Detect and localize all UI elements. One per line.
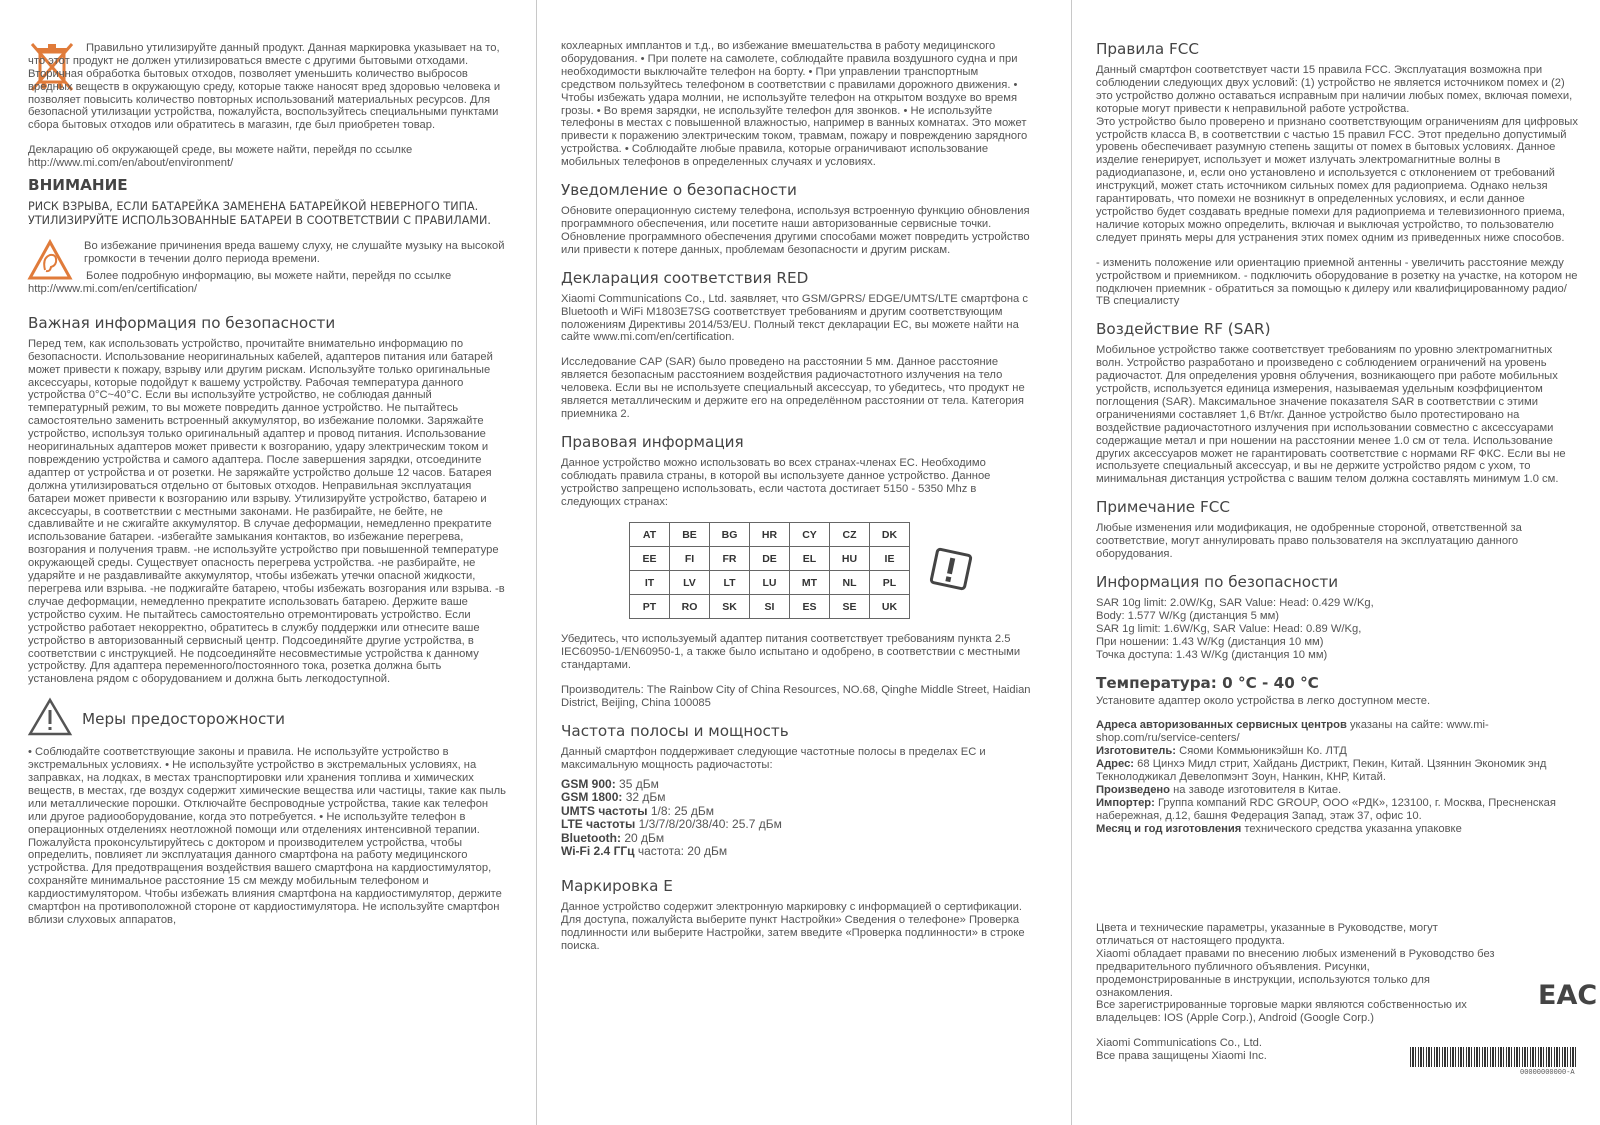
fcc-text-2: Это устройство было проверено и признано соответствующим ограничениям для цифровых устройств класса B, в соответствии с частью 15 правил FCC. Этот предельно допустимый уровень обеспечивает разумную степень защиты от помех в бытовых условиях. Данное изделие генерирует, использует и может излучать электромагнитные волны в радиодиапазоне, и, если оно установлено и используется с отклонением от требований инструкций, может стать источником сильных помех для радиоприема. Однако нельзя гарантировать, что помехи не возникнут в определенных условиях, и если данное устройство будет создавать вредные помехи для радиоприема и телевизионного приема, наличие которых можно определить, включая и выключая устройство, то пользователю следует принять меры для устранения этих помех одним из приведенных ниже способов. [1096, 115, 1578, 244]
importer-label: Импортер: [1096, 796, 1155, 809]
sar-line: SAR 10g limit: 2.0W/Kg, SAR Value: Head: 0.429 W/Kg, [1096, 597, 1374, 609]
country-cell: PL [870, 571, 910, 595]
service-value: указаны на сайте: www.mi-shop.com/ru/service-centers/ [1096, 719, 1489, 745]
country-cell: LU [750, 571, 790, 595]
footer-notes [1096, 922, 1496, 1063]
safety-title: Важная информация по безопасности [28, 313, 336, 332]
temperature-title: Температура: 0 °C - 40 °C [1096, 673, 1319, 692]
adapter-text: Убедитесь, что используемый адаптер питания соответствует требованиям пункта 2.5 IEC60950-1/EN60950-1, а также было испытано и одобрено, в соответствии с местными стандартами. [561, 633, 1021, 672]
frequency-label: UMTS частоты [561, 803, 648, 818]
country-cell: SI [750, 595, 790, 619]
company-name: Xiaomi Communications Co., Ltd. [1096, 1037, 1263, 1050]
red-declaration-text: Xiaomi Communications Co., Ltd. заявляет, что GSM/GPRS/ EDGE/UMTS/LTE смартфона с Bluetooth и WiFi M1803E7SG соответствует требованиям и другим соответствующим положениям Директивы 2014/53/EU. Полный текст декларации ЕС, вы можете найти на сайте www.mi.com/en/certification. [561, 292, 1028, 344]
frequency-row [561, 778, 1031, 792]
column-left [28, 40, 506, 927]
sar-line: Точка доступа: 1.43 W/Kg (дистанция 10 мм) [1096, 648, 1328, 661]
importer-value: Группа компаний RDC GROUP, ООО «РДК», 123100, г. Москва, Пресненская набережная, д.12, башня Федерация Запад, этаж 37, офис 10. [1096, 796, 1556, 822]
frequency-value: 35 дБм [615, 776, 659, 791]
precautions-title: Меры предосторожности [82, 710, 286, 729]
sar-line: Body: 1.577 W/Kg (дистанция 5 мм) [1096, 609, 1280, 622]
country-cell: FI [670, 547, 710, 571]
frequency-value: 32 дБм [622, 790, 666, 805]
footer-text-1: Цвета и технические параметры, указанные в Руководстве, могут отличаться от настоящего продукта. [1096, 922, 1438, 947]
frequency-row [561, 845, 1031, 859]
country-cell: IE [870, 547, 910, 571]
country-cell: SK [710, 595, 750, 619]
red-declaration-title: Декларация соответствия RED [561, 268, 809, 287]
fold-line-left [536, 0, 537, 1125]
date-value: технического средства указанна упаковке [1241, 822, 1462, 835]
frequency-row [561, 805, 1031, 819]
frequency-label: Bluetooth: [561, 830, 621, 845]
emark-title: Маркировка E [561, 876, 673, 895]
barcode-icon [1410, 1047, 1578, 1067]
column-right [1096, 40, 1578, 836]
hearing-warning-icon [28, 240, 84, 284]
fold-line-right [1071, 0, 1072, 1125]
safety-info-title: Информация по безопасности [1096, 573, 1339, 591]
column-middle [561, 40, 1031, 952]
service-label: Адреса авторизованных сервисных центров [1096, 719, 1347, 732]
country-cell: RO [670, 595, 710, 619]
rf-exposure-title: Воздействие RF (SAR) [1096, 320, 1271, 339]
warning-text: РИСК ВЗРЫВА, ЕСЛИ БАТАРЕЙКА ЗАМЕНЕНА БАТАРЕЙКОЙ НЕВЕРНОГО ТИПА. УТИЛИЗИРУЙТЕ ИСПОЛЬЗОВАННЫЕ БАТАРЕИ В СООТВЕТСТВИИ С ПРАВИЛАМИ. [28, 200, 491, 228]
precautions-text: • Соблюдайте соответствующие законы и правила. Не используйте устройство в экстремальных условиях. • Не используйте устройство в экстремальных условиях, на заправках, на лодках, в местах транспортировки или хранения топлива и химических веществ, в местах, где воздух содержит химические вещества или частицы, такие как пыль или металлические порошки. Отключайте беспроводные устройства, такие как телефон или другое радиооборудование, когда это потребуется. • Не используйте телефон в операционных отделениях неотложной помощи или отделениях интенсивной терапии. Пожалуйста проконсультируйтесь с доктором и производителем устройства, чтобы определить, повлияет ли эксплуатация данного смартфона на работу медицинского устройства. Для предотвращения воздействия вашего смартфона на кардиостимулятор, сохраняйте минимальное расстояние 15 см между мобильным телефоном и кардиостимулятором. Чтобы избежать влияния смартфона на кардиостимулятор, держите смартфон на противоположной стороне от кардиостимулятора. Не используйте смартфон вблизи слуховых аппаратов, [28, 746, 506, 926]
country-table [629, 522, 910, 619]
frequency-label: LTE частоты [561, 817, 636, 832]
copyright: Все права защищены Xiaomi Inc. [1096, 1050, 1267, 1063]
eac-mark-icon [1538, 974, 1598, 1011]
frequency-title: Частота полосы и мощность [561, 722, 789, 740]
frequency-row [561, 818, 1031, 832]
country-cell: HU [830, 547, 870, 571]
fcc-note-title: Примечание FCC [1096, 498, 1230, 517]
address-label: Адрес: [1096, 758, 1135, 771]
country-cell: UK [870, 595, 910, 619]
certification-text: Более подробную информацию, вы можете найти, перейдя по ссылке http://www.mi.com/en/certification/ [28, 269, 452, 295]
sar-line: При ношении: 1.43 W/Kg (дистанция 10 мм) [1096, 635, 1324, 648]
sar-test-text: Исследование CAP (SAR) было проведено на расстоянии 5 мм. Данное расстояние является безопасным расстоянием воздействия радиочастотного излучения на тело человека. Если вы не используете специальный аксессуар, то убедитесь, что продукт не является металлическим и держите его на определённом расстоянии от тела. Категория приемника 2. [561, 356, 1025, 420]
country-cell: BG [710, 523, 750, 547]
country-cell: BE [670, 523, 710, 547]
warning-title: ВНИМАНИЕ [28, 176, 128, 195]
frequency-list [561, 778, 1031, 859]
env-declaration-text: Декларацию об окружающей среде, вы можете найти, перейдя по ссылке http://www.mi.com/en/about/environment/ [28, 144, 413, 170]
country-cell: CZ [830, 523, 870, 547]
barcode-number: 00000000000-A [1520, 1069, 1575, 1077]
fcc-measures-list: - изменить положение или ориентацию приемной антенны - увеличить расстояние между устройством и приемником. - подключить оборудование в розетку на участке, на котором не подключен приемник - обратиться за помощью к дилеру или квалифицированному радио/ТВ специалисту [1096, 256, 1578, 308]
emark-text: Данное устройство содержит электронную маркировку с информацией о сертификации. Для доступа, пожалуйста выберите пункт Настройки» Сведения о телефоне» Проверка подлинности или выберите Настройки, затем введите «Проверка подлинности» в строке поиска. [561, 900, 1025, 952]
maker-value: Сяоми Коммьюникэйшн Ко. ЛТД [1176, 745, 1347, 758]
frequency-intro: Данный смартфон поддерживает следующие частотные полосы в пределах ЕС и максимальную мощность радиочастоты: [561, 746, 986, 771]
caution-triangle-icon [28, 698, 82, 740]
country-cell: DK [870, 523, 910, 547]
frequency-row [561, 791, 1031, 805]
country-cell: EE [630, 547, 670, 571]
country-cell: LT [710, 571, 750, 595]
sar-line: SAR 1g limit: 1.6W/Kg, SAR Value: Head: 0.89 W/Kg, [1096, 622, 1362, 635]
fcc-text-1: Данный смартфон соответствует части 15 правила FCC. Эксплуатация возможна при соблюдении следующих двух условий: (1) устройство не является источником помех и (2) это устройство должно оставаться исправным при наличии любых помех, включая помехи, которые могут привести к неправильной работе устройства. [1096, 64, 1573, 115]
fcc-note-text: Любые изменения или модификация, не одобренные стороной, ответственной за соответствие, могут аннулировать право пользователя на эксплуатацию данного оборудования. [1096, 522, 1522, 561]
legal-info-title: Правовая информация [561, 432, 744, 451]
date-label: Месяц и год изготовления [1096, 822, 1242, 835]
security-notice-title: Уведомление о безопасности [561, 181, 797, 200]
frequency-value: 20 дБм [620, 830, 665, 845]
frequency-label: Wi-Fi 2.4 ГГц [561, 844, 635, 859]
precautions-continued-text: кохлеарных имплантов и т.д., во избежание вмешательства в работу медицинского оборудования. • При полете на самолете, соблюдайте правила воздушного судна и при необходимости выключайте телефон на борту. • При управлении транспортным средством пользуйтесь телефоном в соответствии с правилами дорожного движения. • Чтобы избежать удара молнии, не используйте телефон на открытом воздухе во время грозы. • Во время зарядки, не используйте телефон для звонков. • Не используйте телефоны в местах с повышенной влажностью, например в ванных комнатах. Это может привести к поражению электрическим током, травмам, пожару и повреждению зарядного устройства. • Соблюдайте любые правила, которые ограничивают использование мобильных телефонов в определенных случаях и условиях. [561, 40, 1028, 169]
temperature-text: Установите адаптер около устройства в легко доступном месте. [1096, 694, 1431, 707]
country-cell: IT [630, 571, 670, 595]
country-cell: MT [790, 571, 830, 595]
frequency-label: GSM 1800: [561, 790, 623, 805]
legal-info-text: Данное устройство можно использовать во всех странах-членах ЕС. Необходимо соблюдать правила страны, в которой вы используете данное устройство. Данное устройство запрещено использовать, если частота достигает 5150 - 5350 Mhz в следующих странах: [561, 456, 991, 508]
country-cell: LV [670, 571, 710, 595]
country-row [630, 571, 910, 595]
country-cell: ES [790, 595, 830, 619]
made-value: на заводе изготовителя в Китае. [1170, 783, 1342, 796]
restriction-warning-icon [926, 546, 974, 596]
country-row [630, 547, 910, 571]
eac-mark-text: EAC [1538, 980, 1598, 1011]
security-notice-text: Обновите операционную систему телефона, используя встроенную функцию обновления программного обеспечения, или посетите наши авторизованные сервисные точки. Обновление программного обеспечения другими способами может повредить устройство или привести к потере данных, проблемам безопасности и другим рискам. [561, 205, 1030, 256]
frequency-value: 1/3/7/8/20/38/40: 25.7 дБм [635, 817, 782, 832]
safety-text: Перед тем, как использовать устройство, прочитайте внимательно информацию по безопасности. Использование неоригинальных кабелей, адаптеров питания или батарей может привести к пожару, взрыву или другим рискам. Используйте только оригинальные аксессуары, которые подойдут к вашему устройству. Рабочая температура данного устройства 0°C~40°C. Если вы используйте устройство, не соблюдая данный температурный режим, то вы можете повредить данное устройство. Не пытайтесь самостоятельно заменить встроенный аккумулятор, во избежание поломки. Заряжайте устройство, используя только оригинальный адаптер и провод питания. Использование неоригинальных адаптеров может привести к возгоранию, удару электрическим током и повреждению устройства и самого адаптера. После завершения зарядки, отсоедините адаптер от устройства и от розетки. Не заряжайте устройство дольше 12 часов. Батарея должна утилизироваться отдельно от бытовых отходов. Неправильная эксплуатация батареи может привести к возгоранию или взрыву. Утилизируйте устройство, батарею и аксессуары, в соответствии с местными законами. Не разбирайте, не бейте, не сдавливайте и не сжигайте аккумулятор. В случае деформации, немедленно прекратите использование батареи. -избегайте замыкания контактов, во избежание перегрева, возгорания и получения травм. -не используйте устройство при повышенной температуре окружающей среды. Существует опасность перегрева устройства. -не разбирайте, не ударяйте и не раздавливайте аккумулятор, чтобы избежать утечки опасной жидкости, перегрева или взрыва. -не поджигайте батарею, чтобы избежать возгорания или взрыва. -в случае деформации, немедленно прекратите использовать батарею. Держите ваше устройство сухим. Не пытайтесь самостоятельно отремонтировать устройство. Если устройство работает некорректно, обратитесь в службу поддержки или отнесите ваше устройство в авторизованный сервисный центр. Подсоединяйте другие устройства, в соответствии с инструкцией. Не подсоединяйте несовместимые устройства к данному устройству. Для адаптера переменного/постоянного тока, розетка должна быть установлена рядом с оборудованием и должна быть легкодоступной. [28, 337, 505, 686]
manufacturer-text: Производитель: The Rainbow City of China Resources, NO.68, Qinghe Middle Street, Haidian District, Beijing, China 100085 [561, 684, 1031, 710]
country-cell: PT [630, 595, 670, 619]
country-cell: FR [710, 547, 750, 571]
footer-text-2: Xiaomi обладает правами по внесению любых изменений в Руководство без предварительного публичного объявления. Рисунки, продемонстрированные в инструкции, используются только для ознакомления. [1096, 947, 1495, 999]
country-cell: AT [630, 523, 670, 547]
frequency-value: 1/8: 25 дБм [647, 803, 715, 818]
country-cell: DE [750, 547, 790, 571]
hearing-text: Во избежание причинения вреда вашему слуху, не слушайте музыку на высокой громкости в течении долго периода времени. [84, 240, 505, 265]
country-cell: NL [830, 571, 870, 595]
maker-label: Изготовитель: [1096, 745, 1176, 758]
country-row [630, 595, 910, 619]
fcc-title: Правила FCC [1096, 40, 1199, 58]
frequency-label: GSM 900: [561, 776, 616, 791]
address-value: 68 Цинхэ Мидл стрит, Хайдань Дистрикт, Пекин, Китай. Цзяннин Экономик энд Текнолоджикал Девелопмэнт Зоун, Нанкин, КНР, Китай. [1096, 758, 1547, 784]
frequency-row [561, 832, 1031, 846]
country-cell: HR [750, 523, 790, 547]
footer-text-3: Все зарегистрированные торговые марки являются собственностью их владельцев: IOS (Apple Corp.), Android (Google Corp.) [1096, 999, 1467, 1025]
made-label: Произведено [1096, 783, 1171, 796]
rf-exposure-text: Мобильное устройство также соответствует требованиям по уровню электромагнитных волн. Устройство разработано и произведено с соблюдением ограничений на уровень радиочастот. Для определения уровня облучения, возникающего при работе мобильных устройств, используется единица измерения, называемая удельным коэффициентом поглощения (SAR). Максимальное значение показателя SAR в соответствии с этими ограничениями составляет 1,6 Вт/кг. Данное устройство было протестировано на воздействие радиочастотного излучения при использовании совместно с аксессуарами содержащие метал и при ношении на расстоянии менее 1.0 см от тела. Использование других аксессуаров может не гарантировать соответствие с нормами RF ФКС. Если вы не используете специальный аксессуар, и вы не держите устройство рядом с ухом, то минимальная дистанция устройства с вашим телом должна составлять минимум 1.0 см. [1096, 344, 1566, 486]
country-cell: SE [830, 595, 870, 619]
country-row [630, 523, 910, 547]
service-info [1096, 719, 1578, 835]
frequency-value: частота: 20 дБм [634, 844, 728, 859]
weee-text: Правильно утилизируйте данный продукт. Данная маркировка указывает на то, что этот продукт не должен утилизироваться вместе с другими бытовыми отходами. Вторичная обработка бытовых отходов, позволяет уменьшить количество выбросов вредных веществ в окружающую среду, которые также наносят вред здоровью человека и позволяет повысить количество повторных использований материальных ресурсов. Для безопасной утилизации устройства, пожалуйста, воспользуйтесь специальными пунктами сбора бытовых отходов или обратитесь в магазин, где был приобретен товар. [28, 41, 501, 132]
sar-values [1096, 597, 1578, 662]
country-cell: CY [790, 523, 830, 547]
country-cell: EL [790, 547, 830, 571]
